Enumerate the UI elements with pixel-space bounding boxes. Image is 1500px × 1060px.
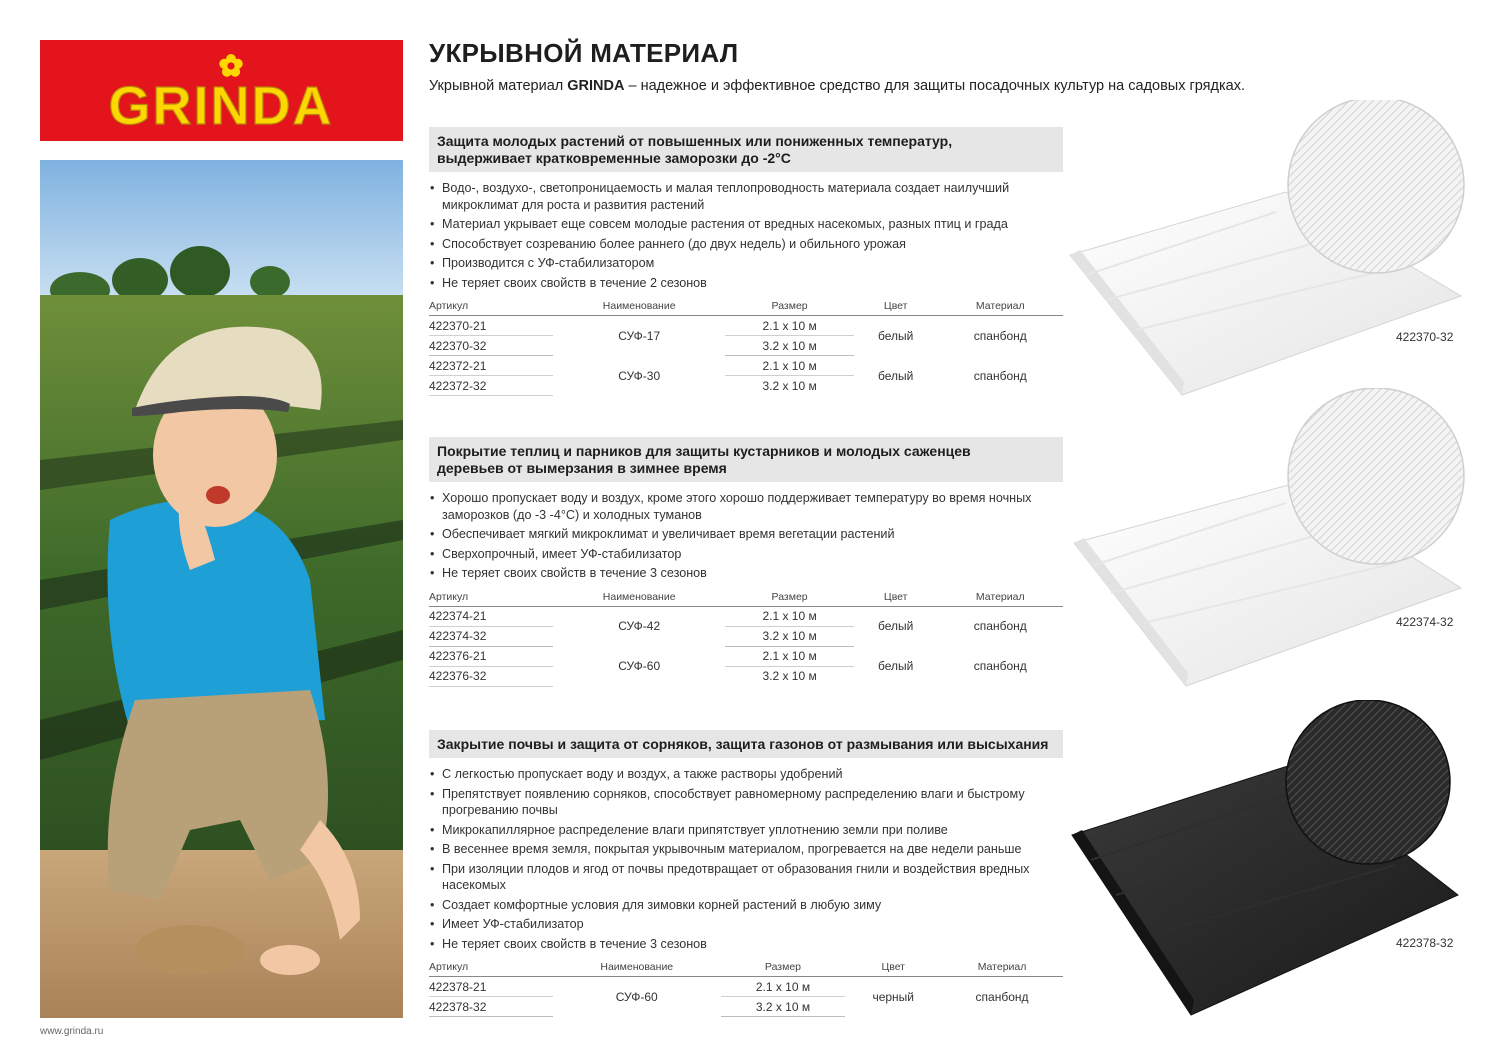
feature-list	[429, 766, 1063, 952]
list-item: • Имеет УФ-стабилизатор	[429, 916, 1063, 933]
list-item: • В весеннее время земля, покрытая укрывочным материалом, прогревается на две недели раньше	[429, 841, 1063, 858]
feature-list	[429, 490, 1063, 582]
col-name: Наименование	[553, 299, 725, 316]
table-row: 422376-32 3.2 х 10 м	[429, 666, 1063, 686]
col-article: Артикул	[429, 299, 553, 316]
list-item: • Не теряет своих свойств в течение 3 сезонов	[429, 565, 1063, 582]
spec-table	[429, 299, 1063, 396]
list-item: • Создает комфортные условия для зимовки корней растений в любую зиму	[429, 897, 1063, 914]
table-header-row	[429, 299, 1063, 316]
list-item: • Обеспечивает мягкий микроклимат и увеличивает время вегетации растений	[429, 526, 1063, 543]
table-row: 422370-21 СУФ-17 2.1 х 10 м белый спанбонд	[429, 316, 1063, 336]
list-item: • Сверхопрочный, имеет УФ-стабилизатор	[429, 546, 1063, 563]
list-item: • Способствует созреванию более раннего (до двух недель) и обильного урожая	[429, 236, 1063, 253]
col-size: Размер	[725, 299, 854, 316]
feature-list	[429, 180, 1063, 291]
section-greenhouse-cover	[429, 437, 1063, 687]
table-row: 422374-32 3.2 х 10 м	[429, 626, 1063, 646]
product-code: 422378-32	[1396, 936, 1454, 950]
hero-photo	[40, 160, 403, 1018]
spec-table	[429, 590, 1063, 687]
list-item: • При изоляции плодов и ягод от почвы предотвращает от образования гнили и воздействия вредных насекомых	[429, 861, 1063, 894]
intro-brand: GRINDA	[567, 78, 625, 94]
col-color: Цвет	[854, 299, 938, 316]
table-row: 422372-21 СУФ-30 2.1 х 10 м белый спанбонд	[429, 356, 1063, 376]
list-item: • С легкостью пропускает воду и воздух, а также растворы удобрений	[429, 766, 1063, 783]
table-row: 422378-21 СУФ-60 2.1 х 10 м черный спанбонд	[429, 977, 1063, 997]
table-row: 422374-21 СУФ-42 2.1 х 10 м белый спанбонд	[429, 606, 1063, 626]
product-code: 422374-32	[1396, 615, 1454, 629]
list-item: • Хорошо пропускает воду и воздух, кроме этого хорошо поддерживает температуру во время ночных заморозков (до -3 -4°С) и холодных туманов	[429, 490, 1063, 523]
table-row: 422378-32 3.2 х 10 м	[429, 997, 1063, 1017]
brand-logo	[40, 40, 403, 141]
section-heading: Покрытие теплиц и парников для защиты кустарников и молодых саженцев деревьев от вымерзания в зимнее время	[429, 437, 1063, 482]
list-item: • Препятствует появлению сорняков, способствует равномерному распределению влаги и быстрому прогреванию почвы	[429, 786, 1063, 819]
list-item: • Производится с УФ-стабилизатором	[429, 255, 1063, 272]
product-image-white-2	[1066, 388, 1466, 688]
section-heading: Защита молодых растений от повышенных или пониженных температур, выдерживает кратковременные заморозки до -2°С	[429, 127, 1063, 172]
list-item: • Не теряет своих свойств в течение 3 сезонов	[429, 936, 1063, 953]
list-item: • Водо-, воздухо-, светопроницаемость и малая теплопроводность материала создает наилучший микроклимат для роста и развития растений	[429, 180, 1063, 213]
col-material: Материал	[938, 299, 1063, 316]
intro-text: Укрывной материал GRINDA – надежное и эффективное средство для защиты посадочных культур на садовых грядках.	[429, 78, 1246, 94]
section-weed-protection	[429, 730, 1063, 1017]
website-url: www.grinda.ru	[40, 1026, 104, 1037]
page-title: УКРЫВНОЙ МАТЕРИАЛ	[429, 38, 739, 68]
list-item: • Не теряет своих свойств в течение 2 сезонов	[429, 275, 1063, 292]
flower-icon	[219, 54, 242, 77]
product-image-black	[1066, 700, 1466, 1030]
product-code: 422370-32	[1396, 330, 1454, 344]
logo-text: GRINDA	[108, 76, 334, 136]
list-item: • Микрокапиллярное распределение влаги припятствует уплотнению земли при поливе	[429, 822, 1063, 839]
product-image-white-1	[1066, 100, 1466, 400]
section-temperature-protection	[429, 127, 1063, 396]
table-header-row: Артикул Наименование Размер Цвет Материал	[429, 960, 1063, 977]
table-row: 422376-21 СУФ-60 2.1 х 10 м белый спанбонд	[429, 646, 1063, 666]
section-heading: Закрытие почвы и защита от сорняков, защита газонов от размывания или высыхания	[429, 730, 1063, 758]
spec-table	[429, 960, 1063, 1017]
table-row: 422372-32 3.2 х 10 м	[429, 376, 1063, 396]
table-row: 422370-32 3.2 х 10 м	[429, 336, 1063, 356]
list-item: • Материал укрывает еще совсем молодые растения от вредных насекомых, разных птиц и града	[429, 216, 1063, 233]
table-header-row: Артикул Наименование Размер Цвет Материал	[429, 590, 1063, 607]
